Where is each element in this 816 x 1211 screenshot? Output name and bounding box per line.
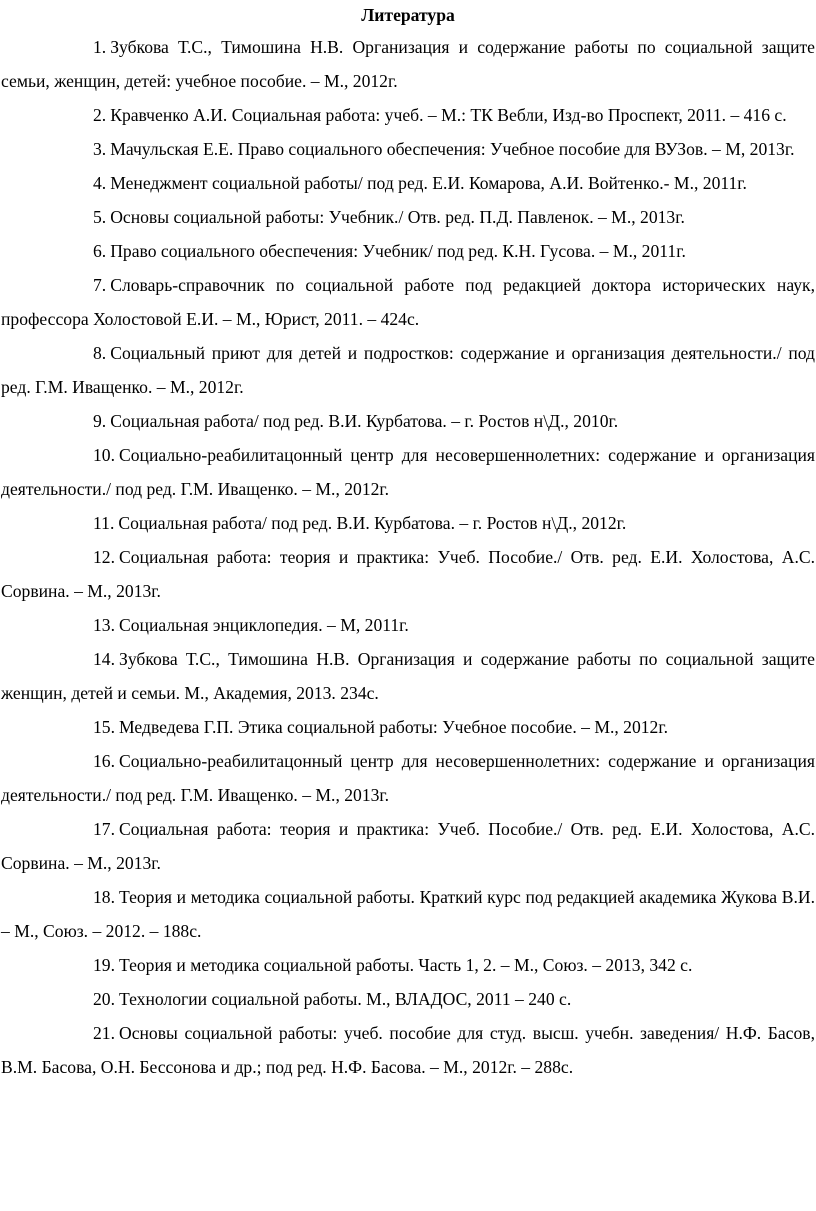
reference-number: 15. <box>93 717 115 737</box>
reference-text: Основы социальной работы: Учебник./ Отв. ред. П.Д. Павленок. – М., 2013г. <box>110 207 685 227</box>
reference-item <box>1 880 815 948</box>
reference-text: Социальная энциклопедия. – М, 2011г. <box>119 615 409 635</box>
reference-item <box>1 132 815 166</box>
reference-item <box>1 1016 815 1084</box>
reference-item <box>1 948 815 982</box>
reference-item <box>1 710 815 744</box>
reference-item <box>1 30 815 98</box>
reference-item <box>1 744 815 812</box>
reference-item <box>1 336 815 404</box>
reference-text: Социально-реабилитацонный центр для несовершеннолетних: содержание и организация деятельности./ под ред. Г.М. Иващенко. – М., 2013г. <box>1 751 815 805</box>
reference-item <box>1 540 815 608</box>
reference-number: 17. <box>93 819 115 839</box>
reference-item <box>1 234 815 268</box>
reference-number: 13. <box>93 615 115 635</box>
reference-text: Социальная работа/ под ред. В.И. Курбатова. – г. Ростов н\Д., 2010г. <box>110 411 619 431</box>
reference-item <box>1 982 815 1016</box>
reference-number: 18. <box>93 887 115 907</box>
reference-text: Социальная работа: теория и практика: Учеб. Пособие./ Отв. ред. Е.И. Холостова, А.С. Сорвина. – М., 2013г. <box>1 819 815 873</box>
reference-number: 5. <box>93 207 107 227</box>
reference-number: 2. <box>93 105 107 125</box>
reference-number: 11. <box>93 513 115 533</box>
page-title: Литература <box>361 5 455 25</box>
reference-text: Словарь-справочник по социальной работе под редакцией доктора исторических наук, профессора Холостовой Е.И. – М., Юрист, 2011. – 424с. <box>1 275 815 329</box>
reference-text: Технологии социальной работы. М., ВЛАДОС, 2011 – 240 с. <box>119 989 572 1009</box>
reference-item <box>1 166 815 200</box>
reference-item <box>1 404 815 438</box>
reference-item <box>1 98 815 132</box>
reference-number: 12. <box>93 547 115 567</box>
reference-text: Мачульская Е.Е. Право социального обеспечения: Учебное пособие для ВУЗов. – М, 2013г. <box>110 139 795 159</box>
reference-text: Социальный приют для детей и подростков: содержание и организация деятельности./ под ред. Г.М. Иващенко. – М., 2012г. <box>1 343 815 397</box>
reference-number: 16. <box>93 751 115 771</box>
reference-number: 3. <box>93 139 107 159</box>
reference-number: 6. <box>93 241 107 261</box>
reference-text: Менеджмент социальной работы/ под ред. Е.И. Комарова, А.И. Войтенко.- М., 2011г. <box>110 173 747 193</box>
reference-item <box>1 642 815 710</box>
reference-text: Теория и методика социальной работы. Часть 1, 2. – М., Союз. – 2013, 342 с. <box>119 955 693 975</box>
reference-number: 14. <box>93 649 115 669</box>
reference-item <box>1 812 815 880</box>
reference-number: 19. <box>93 955 115 975</box>
reference-number: 20. <box>93 989 115 1009</box>
reference-text: Социально-реабилитацонный центр для несовершеннолетних: содержание и организация деятельности./ под ред. Г.М. Иващенко. – М., 2012г. <box>1 445 815 499</box>
reference-text: Кравченко А.И. Социальная работа: учеб. – М.: ТК Вебли, Изд-во Проспект, 2011. – 416 с. <box>110 105 787 125</box>
reference-item <box>1 200 815 234</box>
reference-number: 10. <box>93 445 115 465</box>
reference-text: Теория и методика социальной работы. Краткий курс под редакцией академика Жукова В.И. – М., Союз. – 2012. – 188с. <box>1 887 815 941</box>
reference-text: Основы социальной работы: учеб. пособие для студ. высш. учебн. заведения/ Н.Ф. Басов, В.М. Басова, О.Н. Бессонова и др.; под ред. Н.Ф. Басова. – М., 2012г. – 288с. <box>1 1023 815 1077</box>
reference-item <box>1 268 815 336</box>
reference-item <box>1 506 815 540</box>
reference-text: Право социального обеспечения: Учебник/ под ред. К.Н. Гусова. – М., 2011г. <box>110 241 686 261</box>
reference-text: Социальная работа/ под ред. В.И. Курбатова. – г. Ростов н\Д., 2012г. <box>118 513 627 533</box>
reference-number: 9. <box>93 411 107 431</box>
reference-text: Социальная работа: теория и практика: Учеб. Пособие./ Отв. ред. Е.И. Холостова, А.С. Сорвина. – М., 2013г. <box>1 547 815 601</box>
reference-number: 21. <box>93 1023 115 1043</box>
reference-number: 1. <box>93 37 107 57</box>
reference-text: Медведева Г.П. Этика социальной работы: Учебное пособие. – М., 2012г. <box>119 717 668 737</box>
reference-number: 4. <box>93 173 107 193</box>
reference-text: Зубкова Т.С., Тимошина Н.В. Организация и содержание работы по социальной защите женщин, детей и семьи. М., Академия, 2013. 234с. <box>1 649 815 703</box>
reference-number: 8. <box>93 343 107 363</box>
reference-number: 7. <box>93 275 107 295</box>
reference-list <box>1 30 815 1084</box>
reference-text: Зубкова Т.С., Тимошина Н.В. Организация и содержание работы по социальной защите семьи, женщин, детей: учебное пособие. – М., 2012г. <box>1 37 815 91</box>
reference-item <box>1 438 815 506</box>
reference-item <box>1 608 815 642</box>
